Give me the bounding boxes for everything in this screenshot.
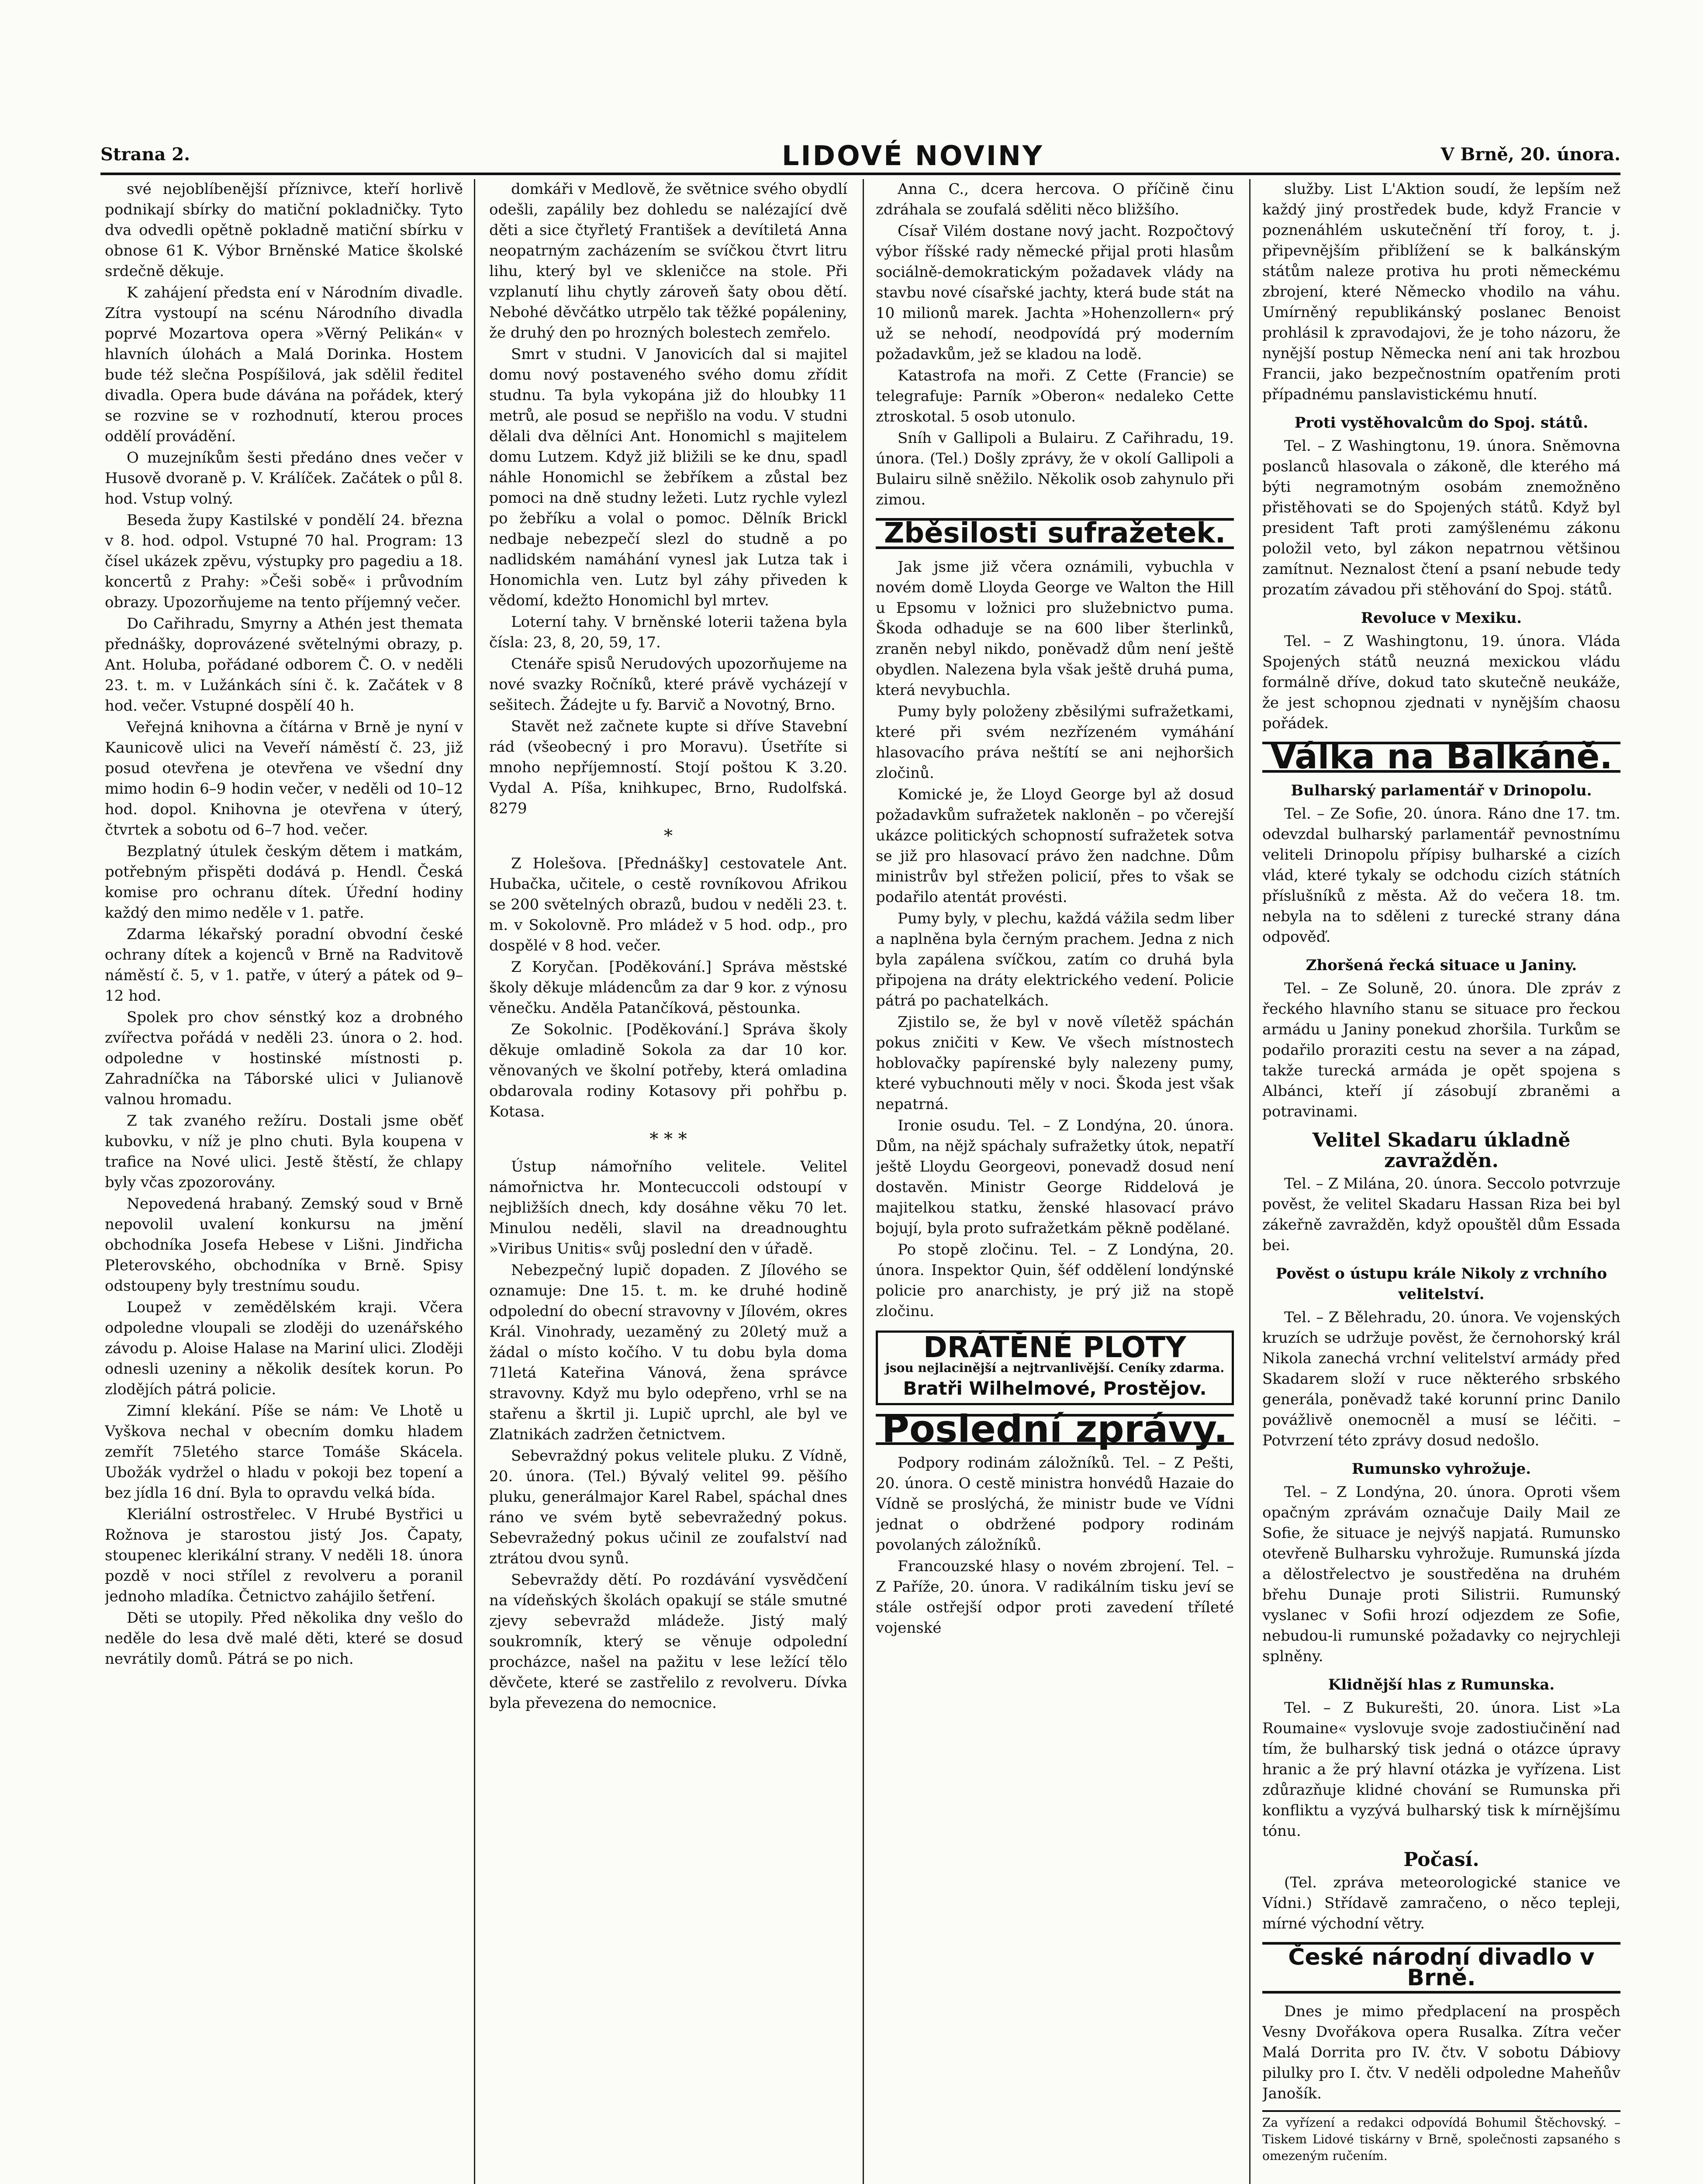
article-paragraph: Tel. – Z Washingtonu, 19. února. Sněmovna poslanců hlasovala o zákoně, dle kterého má býti negramotným osobám znemožněno přistěhovati se do Spojených států. Když byl president Taft proti zamýšlenému zákonu položil veto, byl zákon nepatrnou většinou zamítnut. Neznalost čtení a psaní nebude tedy prozatím závadou při stěhování do Spoj. států. — [1262, 437, 1620, 598]
article-paragraph: služby. List L'Aktion soudí, že lepším než každý jiný prostředek bude, když Francie v poznenáhlém uskutečnění tří foroy, t. j. připevnějším přiblížení se k balkánským státům naleze protiva hu proti německému zbrojení, které Německo vhodilo na váhu. Umírněný republikánský poslanec Benoist prohlásil k zpravodajovi, že je toho názoru, že nynější postup Německa není ani tak hrozbou Francii, jako bezpečnostním opatřením proti případnému panslavistickému hnutí. — [1262, 180, 1620, 403]
article-paragraph: Zdarma lékařský poradní obvodní české ochrany dítek a kojenců v Brně na Radvitově náměstí č. 5, v 1. patře, v úterý a pátek od 9–12 hod. — [105, 926, 463, 1005]
column-4 — [1262, 179, 1620, 2184]
article-paragraph: Tel. – Z Washingtonu, 19. února. Vláda Spojených států neuzná mexickou vládu formálně dříve, dokud tato skutečně neukáže, že jest schopnou zjednati v nynějším chaosu pořádek. — [1262, 632, 1620, 732]
article-paragraph: Sebevraždy dětí. Po rozdávání vysvědčení na vídeňských školách opakují se stále smutné zjevy sebevražd mládeže. Jistý malý soukromník, který se věnuje odpolední procházce, našel na pažitu v lese ležící tělo děvčete, které se zastřelilo z revolveru. Dívka byla převezena do nemocnice. — [489, 1571, 847, 1712]
article-paragraph: Spolek pro chov sénstký koz a drobného zvířectva pořádá v neděli 23. února o 2. hod. odpoledne v hostinské místnosti p. Zahradníčka na Táborské ulici v Julianově valnou hromadu. — [105, 1009, 463, 1108]
article-paragraph: Sníh v Gallipoli a Bulairu. Z Cařihradu, 19. února. (Tel.) Došly zprávy, že v okolí Gallipoli a Bulairu silně sněžilo. Několik osob zahynulo při zimou. — [876, 429, 1234, 508]
article-paragraph: Ironie osudu. Tel. – Z Londýna, 20. února. Dům, na nějž spáchaly sufražetky útok, nepatří ještě Lloydu Georgeovi, ponevadž dosud není dostavěn. Ministr George Riddelová je majitelkou statku, ženské hlasovací právo bojují, byla proto sufražetkám pěkně podělané. — [876, 1117, 1234, 1237]
page-number: Strana 2. — [100, 144, 190, 165]
headline-divadlo: České národní divadlo v Brně. — [1262, 1942, 1620, 1994]
article-paragraph: Tel. – Z Bukurešti, 20. února. List »La Roumaine« vyslovuje svoje zadostiučinění nad tím, že bulharský tisk jedná o otázce úpravy hranic a že prý hlavní otázka je vyřízena. List zdůrazňuje klidné chování se Rumunska při konfliktu a vyzývá bulharský tisk k mírnějšímu tónu. — [1262, 1699, 1620, 1840]
article-paragraph: Pumy byly, v plechu, každá vážila sedm liber a naplněna byla černým prachem. Jedna z nich byla zapálena svíčkou, zatím co druhá byla připojena na dráty elektrického vedení. Policie pátrá po pachatelkách. — [876, 910, 1234, 1009]
article-paragraph: Veřejná knihovna a čítárna v Brně je nyní v Kaunicově ulici na Veveří náměstí č. 23, již posud otevřena je otevřena ve všední dny mimo hodin 6–9 hodin večer, v neděli od 10–12 hod. dopol. Knihovna je otevřena v úterý, čtvrtek a sobotu od 6–7 hod. večer. — [105, 719, 463, 839]
article-paragraph: Nebezpečný lupič dopaden. Z Jílového se oznamuje: Dne 15. t. m. ke druhé hodině odpolední do obecní stravovny v Jílovém, okres Král. Vinohrady, uezaměný zu 20letý muž a žádal o místo kočího. V tu dobu byla doma 71letá Kateřina Vánová, žena správce stravovny. Když mu bylo odepřeno, vrhl se na stařenu a škrtil ji. Lupič uprchl, ale byl ve Zlatnikách zadržen četnictvem. — [489, 1261, 847, 1443]
article-paragraph: Z Koryčan. [Poděkování.] Správa městské školy děkuje mládencům za dar 9 kor. z výnosu věnečku. Anděla Patančíková, pěstounka. — [489, 958, 847, 1017]
article-paragraph: Bezplatný útulek českým dětem i matkám, potřebným přispěti dodává p. Hendl. Česká komise pro ochranu dítek. Úřední hodiny každý den mimo neděle v 1. patře. — [105, 843, 463, 922]
ad-subtitle: jsou nejlacinější a nejtrvanlivější. Ceníky zdarma. — [885, 1361, 1225, 1375]
heading-klidnejsi-hlas: Klidnější hlas z Rumunska. — [1328, 1676, 1555, 1693]
column-3 — [876, 179, 1234, 2184]
article-paragraph: Beseda župy Kastilské v pondělí 24. března v 8. hod. odpol. Vstupné 70 hal. Program: 13 čísel ukázek zpěvu, výstupky pro pagediu a 18. koncertů z Prahy: »Češi sobě« i průvodním obrazy. Upozorňujeme na tento příjemný večer. — [105, 511, 463, 611]
article-paragraph: K zahájení předsta ení v Národním divadle. Zítra vystoupí na scénu Národního divadla poprvé Mozartova opera »Věrný Pelikán« v hlavních úlohách a Malá Dorinka. Hostem bude též slečna Pospíšilová, jak sdělil ředitel divadla. Opera bude dávána na pořádek, který se rozvine se v rozhodnutí, kterou proces oddělí provádění. — [105, 284, 463, 445]
column-divider — [863, 179, 864, 2184]
ad-firm: Bratři Wilhelmové, Prostějov. — [903, 1378, 1207, 1399]
article-paragraph: Z Holešova. [Přednášky] cestovatele Ant. Hubačka, učitele, o cestě rovníkovou Afrikou se 200 světelných obrazů, budou v neděli 23. t. m. v Sokolovně. Pro mládež v 5 hod. odp., pro dospělé v 8 hod. večer. — [489, 855, 847, 954]
heading-rumunsko: Rumunsko vyhrožuje. — [1351, 1460, 1531, 1478]
article-paragraph: Tel. – Ze Sofie, 20. února. Ráno dne 17. tm. odevzdal bulharský parlamentář pevnostnímu veliteli Drinopolu přípisy bulharské a cizích vlád, které tykaly se odchodu cizích státních příslušníků z města. Až do večera 18. tm. nebyla na to sděleni z turecké strany dána odpověď. — [1262, 805, 1620, 946]
headline-valka-na-balkane: Válka na Balkáně. — [1262, 742, 1620, 773]
article-paragraph: své nejoblíbenější příznivce, kteří horlivě podnikají sbírky do matiční pokladničky. Tyto dva odvedli opětně pokladně matiční sbírku v obnose 61 K. Výbor Brněnské Matice školské srdečně děkuje. — [105, 180, 463, 280]
article-paragraph: Anna C., dcera hercova. O příčině činu zdráhala se zoufalá sděliti něco bližšího. — [876, 180, 1234, 218]
section-separator: * — [664, 826, 673, 846]
article-paragraph: Jak jsme již včera oznámili, vybuchla v novém domě Lloyda George ve Walton the Hill u Epsomu v ložnici pro služebnictvo puma. Škoda odhaduje se na 600 liber šterlinků, zraněn nebyl nikdo, poněvadž dům není ještě obydlen. Nalezena byla však ještě druhá puma, která nevybuchla. — [876, 558, 1234, 699]
theatre-program: Dnes je mimo předplacení na prospěch Vesny Dvořákova opera Rusalka. Zítra večer Malá Dorrita pro IV. čtv. V sobotu Dábiovy pilulky pro I. čtv. V neděli odpoledne Maheňův Janošík. — [1262, 2003, 1620, 2102]
article-paragraph: Smrt v studni. V Janovicích dal si majitel domu nový postaveného svého domu zřídit studnu. Ta byla vykopána již do hloubky 11 metrů, ale posud se nepřišlo na vodu. V studni dělali dva dělníci Ant. Honomichl s majitelem domu Lutzem. Když již bližili se ke dnu, spadl náhle Honomichl se žebříkem a zůstal bez pomoci na dně studny ležeti. Lutz rychle vylezl po žebříku a volal o pomoc. Dělník Brickl nedbaje nebezpečí slezl do studně a po nadlidském namáhání vynesl jak Lutza tak i Honomichla ven. Lutz byl záhy přiveden k vědomí, kdežto Honomichl byl mrtev. — [489, 346, 847, 609]
article-paragraph: Po stopě zločinu. Tel. – Z Londýna, 20. února. Inspektor Quin, šéf oddělení londýnské policie pro anarchisty, je prý již na stopě zločinu. — [876, 1241, 1234, 1320]
newspaper-title: LIDOVÉ NOVINY — [782, 140, 1044, 172]
heading-parlamentar: Bulharský parlamentář v Drinopolu. — [1291, 782, 1592, 799]
article-paragraph: Komické je, že Lloyd George byl až dosud požadavkům sufražetek nakloněn – po včerejší ukázce politických schopností sufražetek sotva se již pro hlasovací právo žen nadchne. Dům ministrův byl střežen policií, přes to však se podařilo atentát provésti. — [876, 786, 1234, 906]
article-paragraph: Tel. – Ze Soluně, 20. února. Dle zpráv z řeckého hlavního stanu se situace pro řeckou armádu u Janiny ponekud zhoršila. Turkům se podařilo proraziti cestu na sever a na západ, takže turecká armáda je opět spojena s Albánci, kteří jí zásobují zbraněmi a potravinami. — [1262, 980, 1620, 1120]
article-paragraph: Pumy byly položeny zběsilými sufražetkami, které při svém nezřízeném vymáhání hlasovacího práva neštítí se ani nejhoršich zločinů. — [876, 703, 1234, 782]
article-paragraph: Katastrofa na moři. Z Cette (Francie) se telegrafuje: Parník »Oberon« nedaleko Cette ztroskotal. 5 osob utonulo. — [876, 367, 1234, 425]
column-1 — [105, 179, 463, 2184]
masthead — [100, 140, 1620, 175]
heading-proti-vystehovalcum: Proti vystěhovalcům do Spoj. států. — [1294, 414, 1589, 432]
heading-skadar: Velitel Skadaru úkladně zavražděn. — [1312, 1129, 1571, 1172]
article-paragraph: Tel. – Z Londýna, 20. února. Oproti všem opačným zprávám označuje Daily Mail ze Sofie, že situace je nejvýš napjatá. Rumunsko otevřeně Bulharsku vyhrožuje. Rumunská jízda a dělostřelectvo je soustředěna na druhém břehu Dunaje proti Silistrii. Rumunský vyslanec v Sofii hrozí odjezdem ze Sofie, nebudou-li rumunské požadavky co nejrychleji splněny. — [1262, 1483, 1620, 1665]
article-paragraph: Ze Sokolnic. [Poděkování.] Správa školy děkuje omladině Sokola za dar 10 kor. věnovaných ve školní potřeby, která omladina obdarovala rodiny Kotasovy při pohřbu p. Kotasa. — [489, 1021, 847, 1120]
article-paragraph: Zjistilo se, že byl v nově víletěž spáchán pokus zničiti v Kew. Ve všech místnostech hoblovačky papírenské byly nalezeny pumy, které vybuchnouti měly v noci. Škoda jest však nepatrná. — [876, 1013, 1234, 1113]
issue-date: V Brně, 20. února. — [1440, 144, 1620, 165]
heading-zhorsena-situace: Zhoršená řecká situace u Janiny. — [1306, 957, 1577, 974]
article-paragraph: Tel. – Z Bělehradu, 20. února. Ve vojenských kruzích se udržuje pověst, že černohorský král Nikola zanechá vrchní velitelství armády před Skadarem složí v ruce některého srbského generála, poněvadž také korunní princ Danilo povážlivě onemocněl a musí se léčiti. – Potvrzení této zprávy dosud nedošlo. — [1262, 1309, 1620, 1449]
article-paragraph: Sebevraždný pokus velitele pluku. Z Vídně, 20. února. (Tel.) Bývalý velitel 99. pěšího pluku, generálmajor Karel Rabel, spáchal dnes ráno ve svém bytě sebevražedný pokus. Sebevražedný pokus učinil ze zoufalství nad ztrátou dvou synů. — [489, 1447, 847, 1567]
column-2 — [489, 179, 847, 2184]
article-paragraph: Ctenáře spisů Nerudových upozorňujeme na nové svazky Ročníků, které právě vycházejí v sešitech. Žádejte u fy. Barvič a Novotný, Brno. — [489, 655, 847, 714]
article-paragraph: Tel. – Z Milána, 20. února. Seccolo potvrzuje pověst, že velitel Skadaru Hassan Riza bei byl zákeřně zavražděn, když opouštěl dům Essada bei. — [1262, 1175, 1620, 1254]
masthead-rule — [100, 173, 1620, 175]
article-paragraph: Loupež v zemědělském kraji. Včera odpoledne vloupali se zloději do uzenářského závodu p. Aloise Halase na Mariní ulici. Zloději odnesli uzeniny a několik desítek korun. Po zlodějích pátrá policie. — [105, 1299, 463, 1398]
heading-revoluce: Revoluce v Mexiku. — [1361, 609, 1522, 627]
headline-zbesilosti: Zběsilosti sufražetek. — [876, 518, 1234, 549]
section-separator: * * * — [649, 1129, 687, 1149]
heading-pocasi: Počasí. — [1403, 1849, 1479, 1871]
article-paragraph: Císař Vilém dostane nový jacht. Rozpočtový výbor říšské rady německé přijal proti hlasům sociálně-demokratickým požadavek vlády na stavbu nové císařské jachty, která bude stát na 10 milionů marek. Jachta »Hohenzollern« prý už se nehodí, neodpovídá prý moderním požadavkům, jež se kladou na lodě. — [876, 222, 1234, 363]
article-paragraph: Nepovedená hrabaný. Zemský soud v Brně nepovolil uvalení konkursu na jmění obchodníka Josefa Hebese v Lišni. Jindřicha Pleterovského, obchodníka v Brně. Spisy odstoupeny byly trestnímu soudu. — [105, 1195, 463, 1295]
article-paragraph: domkáři v Medlově, že světnice svého obydlí odešli, zapálily bez dohledu se nalézající dvě děti a sice čtyřletý František a devítiletá Anna neopatrným zacházením se svíčkou čtvrt litru lihu, který byl ve skleničce na stole. Při vzplanutí lihu chytly zároveň šaty obou dětí. Nebohé děvčátko utrpělo tak těžké popáleniny, že druhý den po hrozných bolestech zemřelo. — [489, 180, 847, 342]
article-paragraph: Ústup námořního velitele. Velitel námořnictva hr. Montecuccoli odstoupí v nejbližších dnech, kdy dosáhne věku 70 let. Minulou neděli, slavil na dreadnoughtu »Viribus Unitis« svůj poslední den v úřadě. — [489, 1158, 847, 1258]
article-paragraph: Podpory rodinám záložníků. Tel. – Z Pešti, 20. února. O cestě ministra honvédů Hazaie do Vídně se proslýchá, že ministr bude ve Vídni jednat o obdržené podpory rodinám povolaných záložníků. — [876, 1454, 1234, 1554]
weather-report: (Tel. zpráva meteorologické stanice ve Vídni.) Střídavě zamračeno, o něco tepleji, mírné východní větry. — [1262, 1874, 1620, 1932]
article-paragraph: Loterní tahy. V brněnské loterii tažena byla čísla: 23, 8, 20, 59, 17. — [489, 613, 847, 651]
ad-title: DRÁTĚNÉ PLOTY — [923, 1330, 1186, 1364]
heading-nikola: Pověst o ústupu krále Nikoly z vrchního velitelství. — [1275, 1265, 1607, 1303]
article-paragraph: Do Cařihradu, Smyrny a Athén jest themata přednášky, doprovázené světelnými obrazy, p. Ant. Holuba, pořádané odborem Č. O. v neděli 23. t. m. v Lužánkách síni č. k. Začátek v 8 hod. večer. Vstupné dospělí 40 h. — [105, 615, 463, 715]
article-paragraph: Děti se utopily. Před několika dny vešlo do neděle do lesa dvě malé děti, které se dosud nevrátily domů. Pátrá se po nich. — [105, 1609, 463, 1668]
article-paragraph: O muzejníkům šesti předáno dnes večer v Husově dvoraně p. V. Králíček. Začátek o půl 8. hod. Vstup volný. — [105, 449, 463, 508]
imprint: Za vyřízení a redakci odpovídá Bohumil Štěchovský. – Tiskem Lidové tiskárny v Brně, společnosti zapsaného s omezeným ručením. — [1262, 2110, 1620, 2164]
article-paragraph: Francouzské hlasy o novém zbrojení. Tel. – Z Paříže, 20. února. V radikálním tisku jeví se stále ostřejší odpor proti zavedení tříleté vojenské — [876, 1558, 1234, 1637]
advertisement-wire-fences — [876, 1330, 1234, 1405]
headline-posledni-zpravy: Poslední zprávy. — [876, 1414, 1234, 1445]
column-divider — [1249, 179, 1250, 2184]
article-paragraph: Zimní klekání. Píše se nám: Ve Lhotě u Vyškova nechal v obecním domku hladem zemřít 75letého starce Tomáše Skácela. Ubožák vydržel o hladu v pokoji bez topení a bez jídla 16 dní. Byla to opravdu velká bída. — [105, 1402, 463, 1502]
article-paragraph: Z tak zvaného režíru. Dostali jsme oběť kubovku, v níž je plno chuti. Byla koupena v trafice na Nové ulici. Jestě štěstí, že chlapy byly včas zpozorovány. — [105, 1112, 463, 1191]
article-paragraph: Kleriální ostrostřelec. V Hrubé Bystřici u Rožnova je starostou jistý Jos. Čapaty, stoupenec klerikální strany. V neděli 18. února pozdě v noci střílel z revolveru a poranil jednoho mladíka. Četnictvo zahájilo šetření. — [105, 1506, 463, 1605]
article-paragraph: Stavět než začnete kupte si dříve Stavební rád (všeobecný i pro Moravu). Úsetříte si mnoho nepříjemností. Stojí poštou K 3.20. Vydal A. Píša, knihkupec, Brno, Rudolfská. 8279 — [489, 718, 847, 817]
column-divider — [474, 179, 475, 2184]
